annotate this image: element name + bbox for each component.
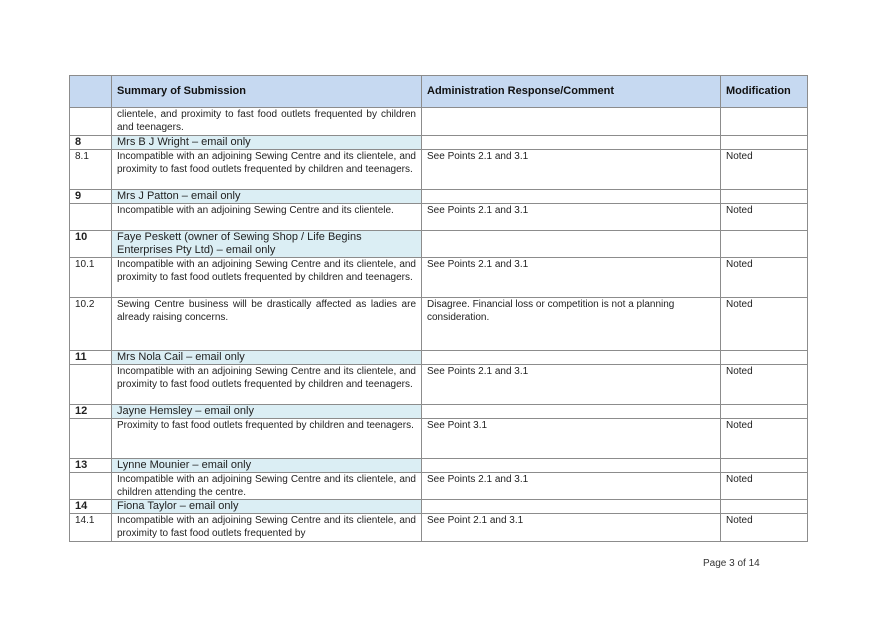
header-row (70, 76, 808, 108)
table-row (70, 365, 808, 405)
page-number: Page 3 of 14 (703, 558, 760, 569)
point-number: 8.1 (70, 150, 112, 190)
header-summary: Summary of Submission (112, 76, 422, 108)
response-cell: See Points 2.1 and 3.1 (422, 258, 721, 298)
response-cell: See Points 2.1 and 3.1 (422, 204, 721, 231)
summary-cell: clientele, and proximity to fast food outlets frequented by children and teenagers. (112, 108, 422, 136)
submitter-number: 12 (70, 405, 112, 419)
submitter-name: Lynne Mounier – email only (112, 459, 422, 473)
modification-cell: Noted (721, 298, 808, 351)
submitter-number: 8 (70, 136, 112, 150)
table-row (70, 473, 808, 500)
summary-cell: Incompatible with an adjoining Sewing Centre and its clientele, and proximity to fast food outlets frequented by children and teenagers. (112, 150, 422, 190)
submitter-name: Mrs B J Wright – email only (112, 136, 422, 150)
header-number (70, 76, 112, 108)
table-row (70, 258, 808, 298)
table-row (70, 419, 808, 459)
submitter-number: 11 (70, 351, 112, 365)
point-number: 10.2 (70, 298, 112, 351)
submitter-name: Fiona Taylor – email only (112, 500, 422, 514)
point-number: 10.1 (70, 258, 112, 298)
table-row (70, 514, 808, 542)
response-cell: See Point 3.1 (422, 419, 721, 459)
header-response: Administration Response/Comment (422, 76, 721, 108)
submitter-name: Jayne Hemsley – email only (112, 405, 422, 419)
table-row (70, 298, 808, 351)
summary-cell: Incompatible with an adjoining Sewing Centre and its clientele, and proximity to fast food outlets frequented by (112, 514, 422, 542)
submitter-row (70, 500, 808, 514)
submitter-number: 14 (70, 500, 112, 514)
summary-cell: Incompatible with an adjoining Sewing Centre and its clientele. (112, 204, 422, 231)
header-modification: Modification (721, 76, 808, 108)
submitter-name: Mrs Nola Cail – email only (112, 351, 422, 365)
response-cell: See Points 2.1 and 3.1 (422, 473, 721, 500)
submitter-row (70, 190, 808, 204)
response-cell: See Point 2.1 and 3.1 (422, 514, 721, 542)
summary-cell: Incompatible with an adjoining Sewing Centre and its clientele, and proximity to fast food outlets frequented by children and teenagers. (112, 365, 422, 405)
modification-cell: Noted (721, 514, 808, 542)
submissions-table (69, 75, 808, 542)
modification-cell: Noted (721, 419, 808, 459)
summary-cell: Sewing Centre business will be drastically affected as ladies are already raising concerns. (112, 298, 422, 351)
submitter-row (70, 231, 808, 258)
submitter-row (70, 405, 808, 419)
point-number: 14.1 (70, 514, 112, 542)
submitter-row (70, 351, 808, 365)
submitter-row (70, 459, 808, 473)
modification-cell: Noted (721, 150, 808, 190)
modification-cell: Noted (721, 365, 808, 405)
modification-cell: Noted (721, 204, 808, 231)
modification-cell: Noted (721, 258, 808, 298)
submitter-number: 13 (70, 459, 112, 473)
submitter-name: Faye Peskett (owner of Sewing Shop / Life Begins Enterprises Pty Ltd) – email only (112, 231, 422, 258)
table-row (70, 108, 808, 136)
response-cell: Disagree. Financial loss or competition is not a planning consideration. (422, 298, 721, 351)
table-row (70, 150, 808, 190)
submitter-number: 10 (70, 231, 112, 258)
summary-cell: Incompatible with an adjoining Sewing Centre and its clientele, and proximity to fast food outlets frequented by children and teenagers. (112, 258, 422, 298)
modification-cell: Noted (721, 473, 808, 500)
submitter-name: Mrs J Patton – email only (112, 190, 422, 204)
submitter-number: 9 (70, 190, 112, 204)
summary-cell: Proximity to fast food outlets frequented by children and teenagers. (112, 419, 422, 459)
table-row (70, 204, 808, 231)
response-cell: See Points 2.1 and 3.1 (422, 365, 721, 405)
summary-cell: Incompatible with an adjoining Sewing Centre and its clientele, and children attending the centre. (112, 473, 422, 500)
response-cell: See Points 2.1 and 3.1 (422, 150, 721, 190)
submitter-row (70, 136, 808, 150)
